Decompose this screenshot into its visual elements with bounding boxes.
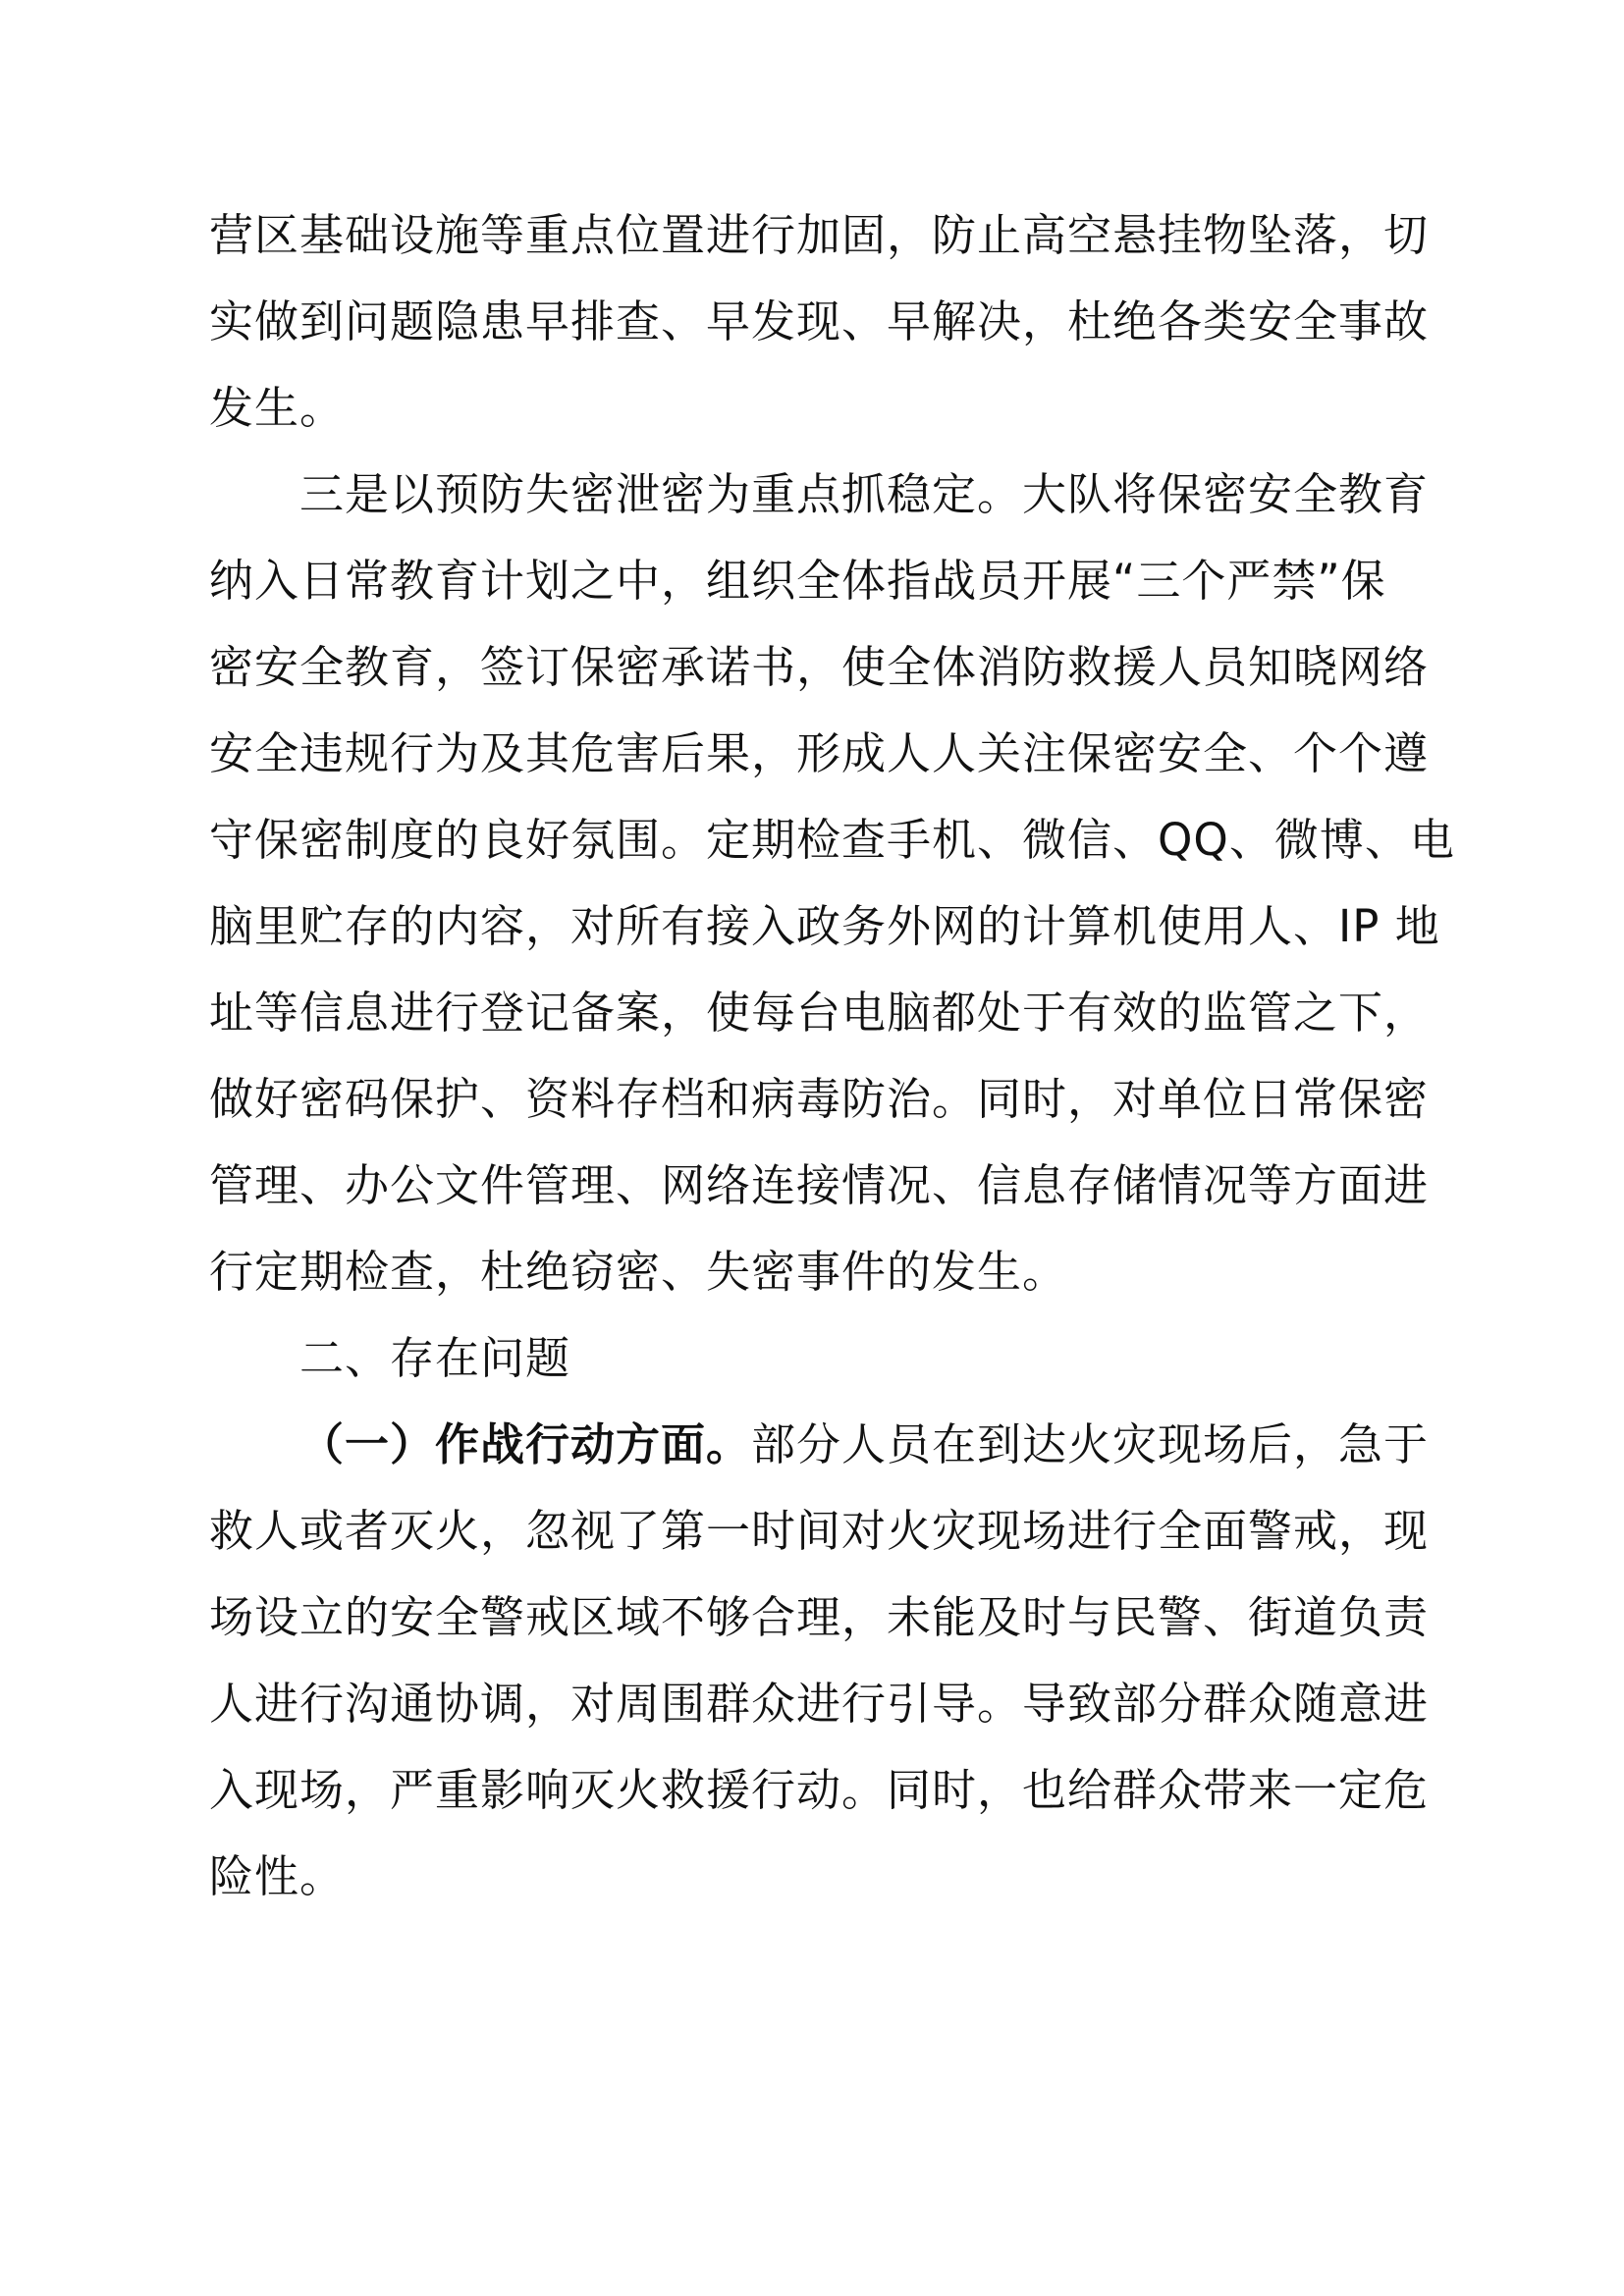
text-line: 三是以预防失密泄密为重点抓稳定。大队将保密安全教育 bbox=[299, 468, 1430, 520]
text-line: 险性。 bbox=[209, 1850, 346, 1902]
text-line: 做好密码保护、资料存档和病毒防治。同时，对单位日常保密 bbox=[209, 1073, 1430, 1125]
text-line bbox=[299, 1415, 1429, 1474]
text-line: 管理、办公文件管理、网络连接情况、信息存储情况等方面进 bbox=[209, 1159, 1430, 1211]
text-line: 实做到问题隐患早排查、早发现、早解决，杜绝各类安全事故 bbox=[209, 295, 1430, 347]
text-line: 安全违规行为及其危害后果，形成人人关注保密安全、个个遵 bbox=[209, 727, 1430, 779]
text-line: 场设立的安全警戒区域不够合理，未能及时与民警、街道负责 bbox=[209, 1591, 1430, 1643]
text-line: 人进行沟通协调，对周围群众进行引导。导致部分群众随意进 bbox=[209, 1678, 1430, 1730]
text-line: 营区基础设施等重点位置进行加固，防止高空悬挂物坠落，切 bbox=[209, 209, 1430, 261]
text-line: 脑里贮存的内容，对所有接入政务外网的计算机使用人、IP 地 bbox=[209, 900, 1440, 952]
section-title: 二、存在问题 bbox=[299, 1332, 571, 1384]
subsection-heading: （一）作战行动方面。 bbox=[299, 1418, 752, 1470]
text-line: 行定期检查，杜绝窃密、失密事件的发生。 bbox=[209, 1246, 1068, 1298]
text-run: 部分人员在到达火灾现场后，急于 bbox=[751, 1418, 1430, 1470]
text-line: 发生。 bbox=[209, 382, 346, 434]
text-line: 址等信息进行登记备案，使每台电脑都处于有效的监管之下， bbox=[209, 987, 1430, 1039]
text-line: 密安全教育，签订保密承诺书，使全体消防救援人员知晓网络 bbox=[209, 641, 1430, 693]
text-line: 守保密制度的良好氛围。定期检查手机、微信、QQ、微博、电 bbox=[209, 814, 1455, 866]
text-line: 救人或者灭火，忽视了第一时间对火灾现场进行全面警戒，现 bbox=[209, 1505, 1430, 1557]
text-line: 纳入日常教育计划之中，组织全体指战员开展“三个严禁”保 bbox=[209, 555, 1386, 607]
text-line: 入现场，严重影响灭火救援行动。同时，也给群众带来一定危 bbox=[209, 1764, 1430, 1816]
